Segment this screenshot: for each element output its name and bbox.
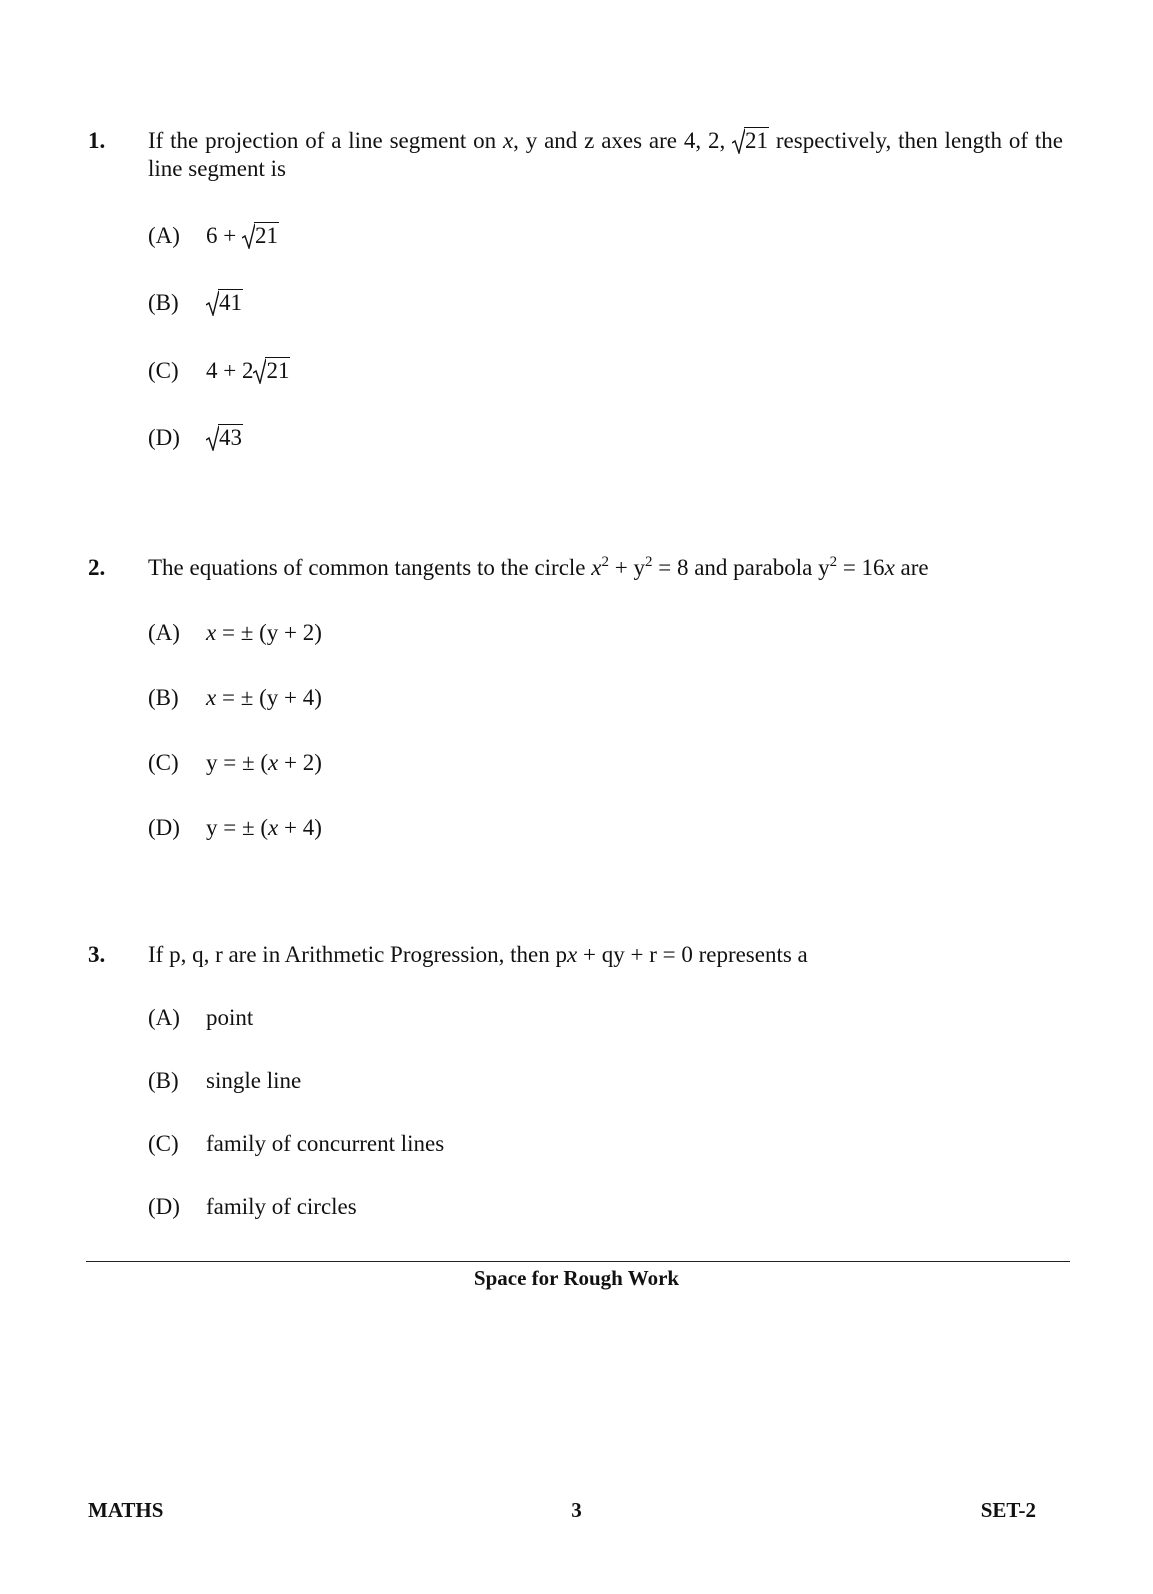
option-3d[interactable]: (D) family of circles (148, 1194, 357, 1219)
rough-work-divider (86, 1261, 1070, 1262)
option-2c[interactable]: (C) y = ± (x + 2) (148, 750, 322, 775)
question-number: 2. (88, 555, 106, 580)
option-1c[interactable]: (C) 4 + 2 21 (148, 358, 290, 383)
square-root: 43 (206, 424, 243, 452)
option-2d[interactable]: (D) y = ± (x + 4) (148, 815, 322, 840)
question-2 (88, 554, 1063, 582)
square-root: 21 (732, 127, 769, 155)
square-root: 41 (206, 289, 243, 317)
option-2a[interactable]: (A) x = ± (y + 2) (148, 620, 322, 645)
footer-page-number: 3 (571, 1498, 582, 1522)
square-root: 21 (253, 357, 290, 385)
question-text: The equations of common tangents to the circle $x^2 + y^2 = 8$ and parabola $y^2 = 16x$ are (148, 554, 929, 580)
footer-subject: MATHS (88, 1498, 164, 1522)
question-number: 3. (88, 942, 106, 967)
question-text: If the projection of a line segment on x, y and z axes are 4, 2, 21 respectively, then length of the line segment is (148, 128, 1063, 181)
question-text: If p, q, r are in Arithmetic Progression, then px + qy + r = 0 represents a (148, 942, 808, 967)
option-1a[interactable]: (A) 6 + 21 (148, 223, 278, 248)
question-3 (88, 941, 1063, 969)
question-1 (88, 127, 1063, 183)
option-3a[interactable]: (A) point (148, 1005, 254, 1030)
rough-work-heading: Space for Rough Work (473, 1266, 680, 1290)
question-number: 1. (88, 128, 106, 153)
option-3b[interactable]: (B) single line (148, 1068, 302, 1093)
option-3c[interactable]: (C) family of concurrent lines (148, 1131, 445, 1156)
option-1b[interactable]: (B) 41 (148, 290, 242, 315)
square-root: 21 (242, 222, 279, 250)
option-2b[interactable]: (B) x = ± (y + 4) (148, 685, 322, 710)
footer-set: SET-2 (980, 1498, 1036, 1522)
option-1d[interactable]: (D) 43 (148, 425, 242, 450)
